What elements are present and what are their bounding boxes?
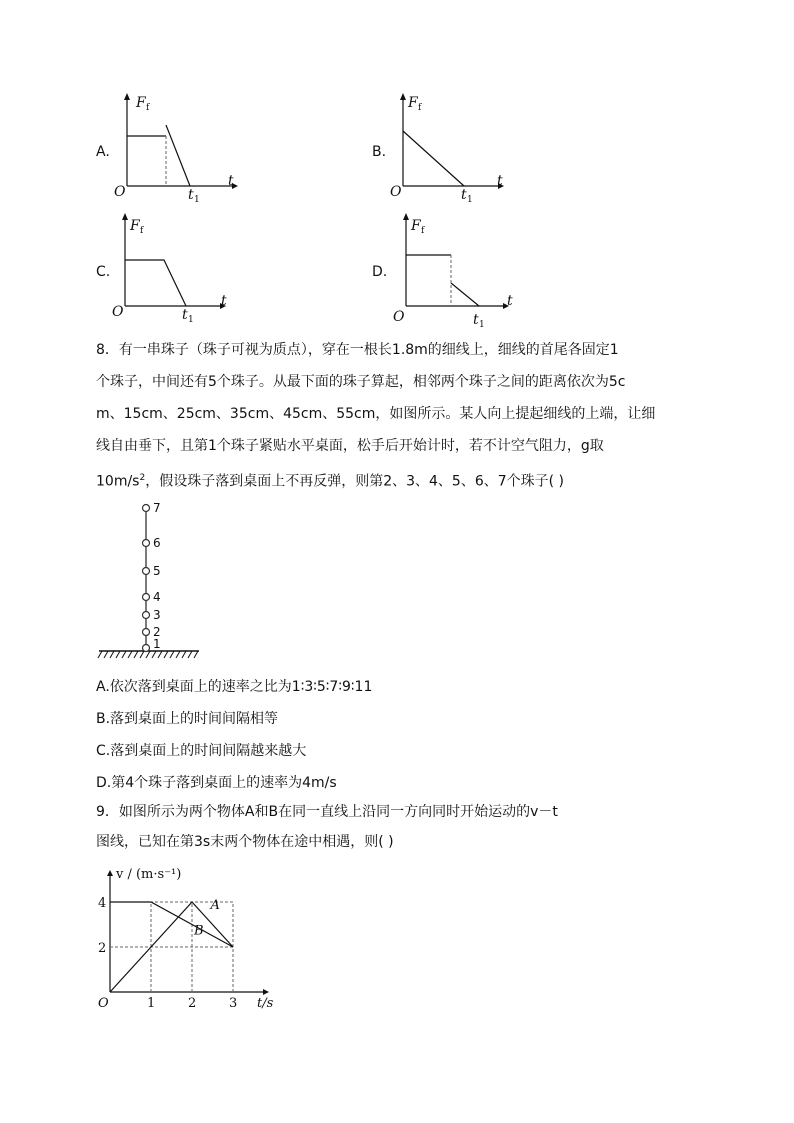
bead-4 [143,594,150,601]
bead-label-2: 2 [153,625,161,639]
tick-label: t [188,187,194,203]
bead-2 [143,629,150,636]
q9-line-2: 图线，已知在第3s末两个物体在途中相遇，则( ) [96,834,394,850]
q8-choice-a[interactable]: A.依次落到桌面上的速率之比为1∶3∶5∶7∶9∶11 [96,679,373,695]
graph-a [110,88,250,208]
q8-choice-d[interactable]: D.第4个珠子落到桌面上的速率为4m/s [96,775,337,791]
q8-line-4: 线自由垂下，且第1个珠子紧贴水平桌面，松手后开始计时，若不计空气阻力，g取 [96,438,604,454]
q8-line-1: 8．有一串珠子（珠子可视为质点），穿在一根长1.8m的细线上，细线的首尾各固定1 [96,342,619,358]
x-tick-label-3: 3 [229,996,238,1011]
force-drop-segment [166,125,190,186]
origin-label: O [112,304,124,320]
y-axis-arrow [107,870,113,876]
bead-string-figure [96,498,216,663]
option-b-label[interactable]: B. [372,144,387,160]
q8-stem [96,334,696,498]
option-d-label[interactable]: D. [372,264,388,280]
tick-label: t [461,187,467,203]
origin-label: O [390,184,402,200]
bead-label-4: 4 [153,590,161,604]
force-linear-segment [403,131,464,186]
graph-d [389,208,529,328]
y-axis-arrow [403,213,409,220]
y-axis-arrow [122,213,128,220]
origin-label: O [114,184,126,200]
q8-unit: 10m/s [96,473,140,490]
bead-5 [143,568,150,575]
y-sub: f [146,103,150,113]
x-tick-label-2: 2 [188,996,197,1011]
q8-line-5-text: ，假设珠子落到桌面上不再反弹，则第2、3、4、5、6、7个珠子( ) [145,473,565,490]
origin-label: O [393,309,405,325]
tick-sub: 1 [479,320,485,330]
series-label-A: A [210,897,220,913]
y-axis-arrow [400,93,406,100]
tick-label: t [473,312,479,328]
bead-label-7: 7 [153,501,161,515]
series-label-B: B [194,923,204,939]
bead-label-6: 6 [153,536,161,550]
graph-b [386,88,526,208]
q8-line-2: 个珠子，中间还有5个珠子。从最下面的珠子算起，相邻两个珠子之间的距离依次为5c [96,374,626,390]
bead-3 [143,612,150,619]
tick-sub: 1 [194,195,200,205]
tick-sub: 1 [467,195,473,205]
graph-c [108,208,248,328]
force-plateau-drop [125,260,186,306]
y-tick-label-4: 4 [98,896,107,911]
table-hatch [98,651,198,658]
q8-choice-b[interactable]: B.落到桌面上的时间间隔相等 [96,711,279,727]
y-label: F [130,218,140,234]
y-sub: f [140,226,144,236]
x-axis-label: t/s [257,996,274,1011]
x-label: t [507,293,513,309]
origin-label: O [98,996,109,1011]
bead-7 [143,505,150,512]
bead-6 [143,540,150,547]
y-tick-label-2: 2 [98,941,107,956]
x-axis-arrow [263,989,269,995]
vt-chart [90,858,290,1013]
x-label: t [228,173,234,189]
bead-label-3: 3 [153,608,161,622]
q8-line-3: m、15cm、25cm、35cm、45cm、55cm，如图所示。某人向上提起细线的上端，让细 [96,406,656,422]
q8-unit-sup: 2 [139,473,146,483]
y-axis-arrow [124,93,130,100]
x-label: t [221,293,227,309]
q8-choice-c[interactable]: C.落到桌面上的时间间隔越来越大 [96,743,307,759]
y-sub: f [418,103,422,113]
x-tick-label-1: 1 [147,996,156,1011]
y-axis-label: v / (m·s⁻¹) [116,867,182,882]
bead-label-5: 5 [153,564,161,578]
y-label: F [411,218,421,234]
x-label: t [497,173,503,189]
q9-line-1: 9．如图所示为两个物体A和B在同一直线上沿同一方向同时开始运动的v－t [96,804,558,820]
tick-sub: 1 [188,315,194,325]
bead-1 [143,645,150,652]
bead-label-1: 1 [153,637,161,651]
option-c-label[interactable]: C. [96,264,111,280]
y-sub: f [421,226,425,236]
q8-line-5 [96,462,696,498]
force-drop-segment [451,283,479,306]
tick-label: t [182,307,188,323]
y-label: F [136,95,146,111]
option-a-label[interactable]: A. [96,144,110,160]
y-label: F [408,95,418,111]
